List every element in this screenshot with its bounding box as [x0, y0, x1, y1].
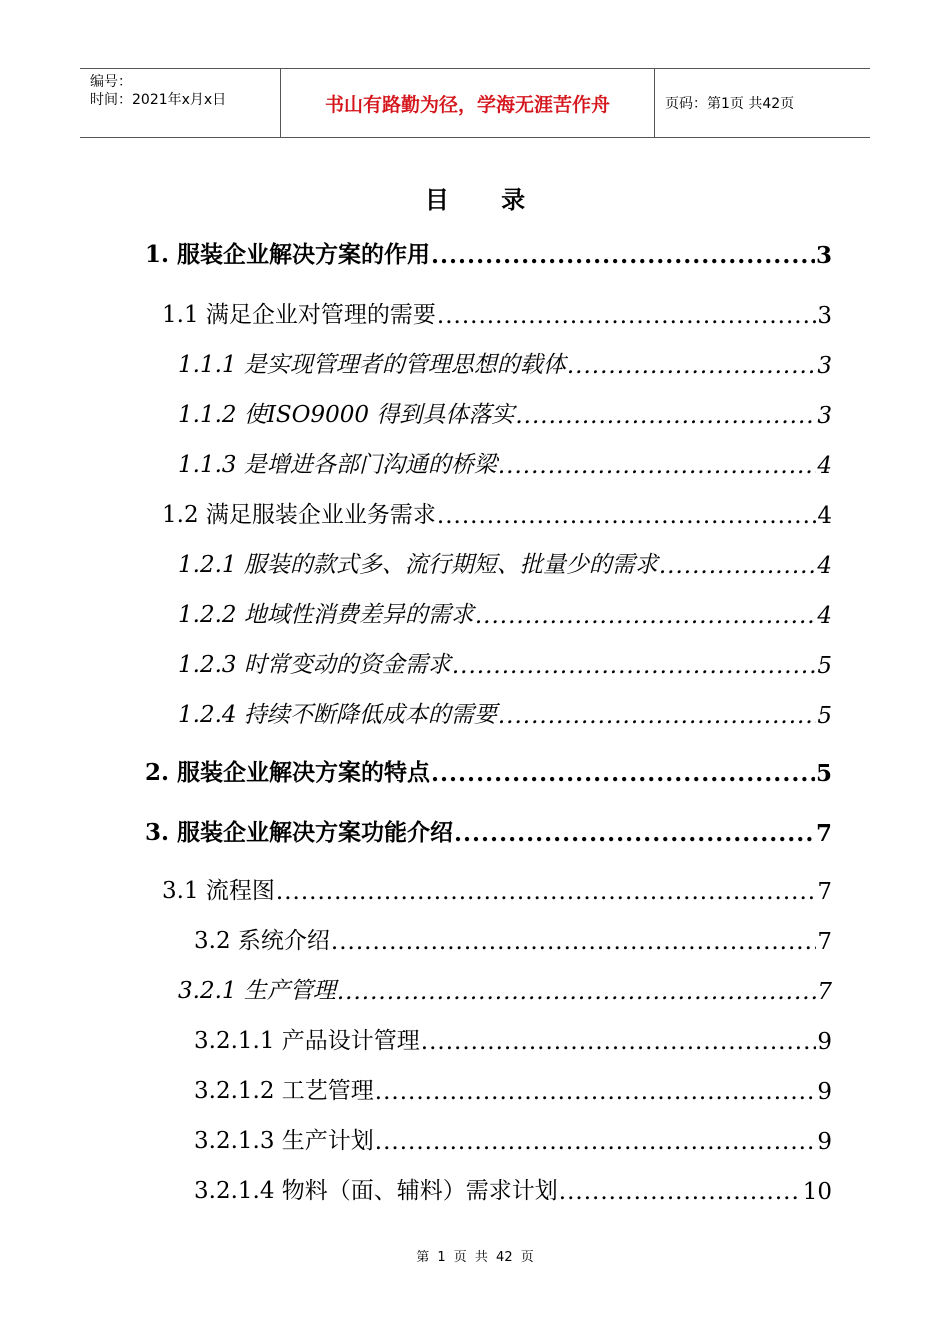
toc-entry-page: 3: [817, 303, 832, 329]
toc-entry[interactable]: [178, 596, 832, 629]
toc-entry-page: 3: [817, 353, 832, 379]
toc-entry-page: 3: [817, 403, 832, 429]
toc-entry-page: 7: [817, 929, 832, 955]
toc-leader: [437, 303, 816, 329]
toc-entry-page: 4: [817, 553, 832, 579]
toc-entry-text: 3.1 流程图: [162, 878, 275, 904]
toc-entry-text: 1.2.2 地域性消费差异的需求: [178, 602, 474, 628]
toc-entry-page: 5: [815, 760, 832, 787]
toc-entry-text: 1.2.3 时常变动的资金需求: [178, 652, 451, 678]
toc-leader: [498, 453, 817, 479]
toc-entry[interactable]: [178, 446, 832, 479]
toc-entry-page: 5: [817, 703, 832, 729]
toc-entry-page: 5: [817, 653, 832, 679]
toc-entry-text: 1.2 满足服装企业业务需求: [162, 502, 436, 528]
toc-leader: [567, 353, 817, 379]
toc-entry[interactable]: [178, 646, 832, 679]
document-header: [80, 68, 870, 138]
toc-entry-text: 3.2.1.3 生产计划: [194, 1128, 374, 1154]
toc-entry-text: 3.2.1.2 工艺管理: [194, 1078, 374, 1104]
toc-entry[interactable]: [178, 346, 832, 379]
toc-entry[interactable]: [194, 1122, 832, 1155]
toc-entry[interactable]: [145, 814, 832, 847]
toc-leader: [421, 1029, 817, 1055]
toc-leader: [276, 879, 816, 905]
toc-entry-page: 9: [817, 1079, 832, 1105]
toc-entry-page: 10: [802, 1179, 832, 1205]
toc-title: 目 录: [424, 185, 548, 214]
toc-entry-page: 9: [817, 1129, 832, 1155]
toc-leader: [515, 403, 816, 429]
header-page-info: 页码：第1页 共42页: [665, 96, 795, 112]
toc-entry-text: 3. 服装企业解决方案功能介绍: [145, 819, 454, 846]
toc-leader: [475, 603, 817, 629]
toc-entry-page: 4: [817, 503, 832, 529]
toc-entry-text: 1.2.4 持续不断降低成本的需要: [178, 702, 497, 728]
toc-entry[interactable]: [162, 496, 832, 529]
header-motto: 书山有路勤为径，学海无涯苦作舟: [281, 69, 655, 137]
toc-leader: [375, 1129, 817, 1155]
toc-leader: [659, 553, 817, 579]
toc-leader: [452, 653, 817, 679]
toc-entry-text: 1.1 满足企业对管理的需要: [162, 302, 436, 328]
toc-leader: [431, 760, 815, 787]
toc-leader: [431, 242, 815, 269]
toc-entry-page: 7: [815, 820, 832, 847]
toc-entry-text: 2. 服装企业解决方案的特点: [145, 759, 431, 786]
toc-leader: [337, 979, 817, 1005]
toc-leader: [375, 1079, 817, 1105]
toc-entry-text: 3.2.1.1 产品设计管理: [194, 1028, 420, 1054]
toc-entry[interactable]: [194, 1022, 832, 1055]
toc-entry-page: 7: [817, 979, 832, 1005]
toc-entry-text: 1. 服装企业解决方案的作用: [145, 241, 431, 268]
toc-entry[interactable]: [178, 546, 832, 579]
toc-leader: [498, 703, 817, 729]
toc-entry[interactable]: [162, 296, 832, 329]
toc-entry-page: 4: [817, 603, 832, 629]
toc-entry[interactable]: [178, 696, 832, 729]
toc-entry-page: 4: [817, 453, 832, 479]
toc-entry-page: 7: [817, 879, 832, 905]
toc-leader: [331, 929, 816, 955]
toc-entry[interactable]: [194, 1172, 832, 1205]
toc-entry[interactable]: [145, 754, 832, 787]
toc-entry-text: 1.1.2 使ISO9000 得到具体落实: [178, 402, 515, 428]
toc-leader: [454, 820, 815, 847]
toc-entry[interactable]: [194, 1072, 832, 1105]
toc-entry[interactable]: [145, 236, 832, 269]
toc-entry-text: 3.2 系统介绍: [194, 928, 330, 954]
header-time-label: 时间：2021年x月x日: [90, 92, 227, 108]
toc-entry[interactable]: [178, 396, 832, 429]
toc-entry-text: 1.1.3 是增进各部门沟通的桥梁: [178, 452, 497, 478]
toc-leader: [559, 1179, 802, 1205]
toc-entry-text: 3.2.1 生产管理: [178, 978, 336, 1004]
toc-entry[interactable]: [162, 872, 832, 905]
toc-entry[interactable]: [178, 972, 832, 1005]
toc-entry-page: 3: [815, 242, 832, 269]
header-number-label: 编号：: [90, 74, 132, 90]
toc-entry-text: 3.2.1.4 物料（面、辅料）需求计划: [194, 1178, 558, 1204]
page-footer: 第 1 页 共 42 页: [416, 1250, 534, 1265]
header-meta: [80, 69, 281, 137]
toc-entry-text: 1.2.1 服装的款式多、流行期短、批量少的需求: [178, 552, 658, 578]
toc-entry[interactable]: [194, 922, 832, 955]
toc-entry-text: 1.1.1 是实现管理者的管理思想的载体: [178, 352, 566, 378]
toc-leader: [437, 503, 816, 529]
toc-entry-page: 9: [817, 1029, 832, 1055]
